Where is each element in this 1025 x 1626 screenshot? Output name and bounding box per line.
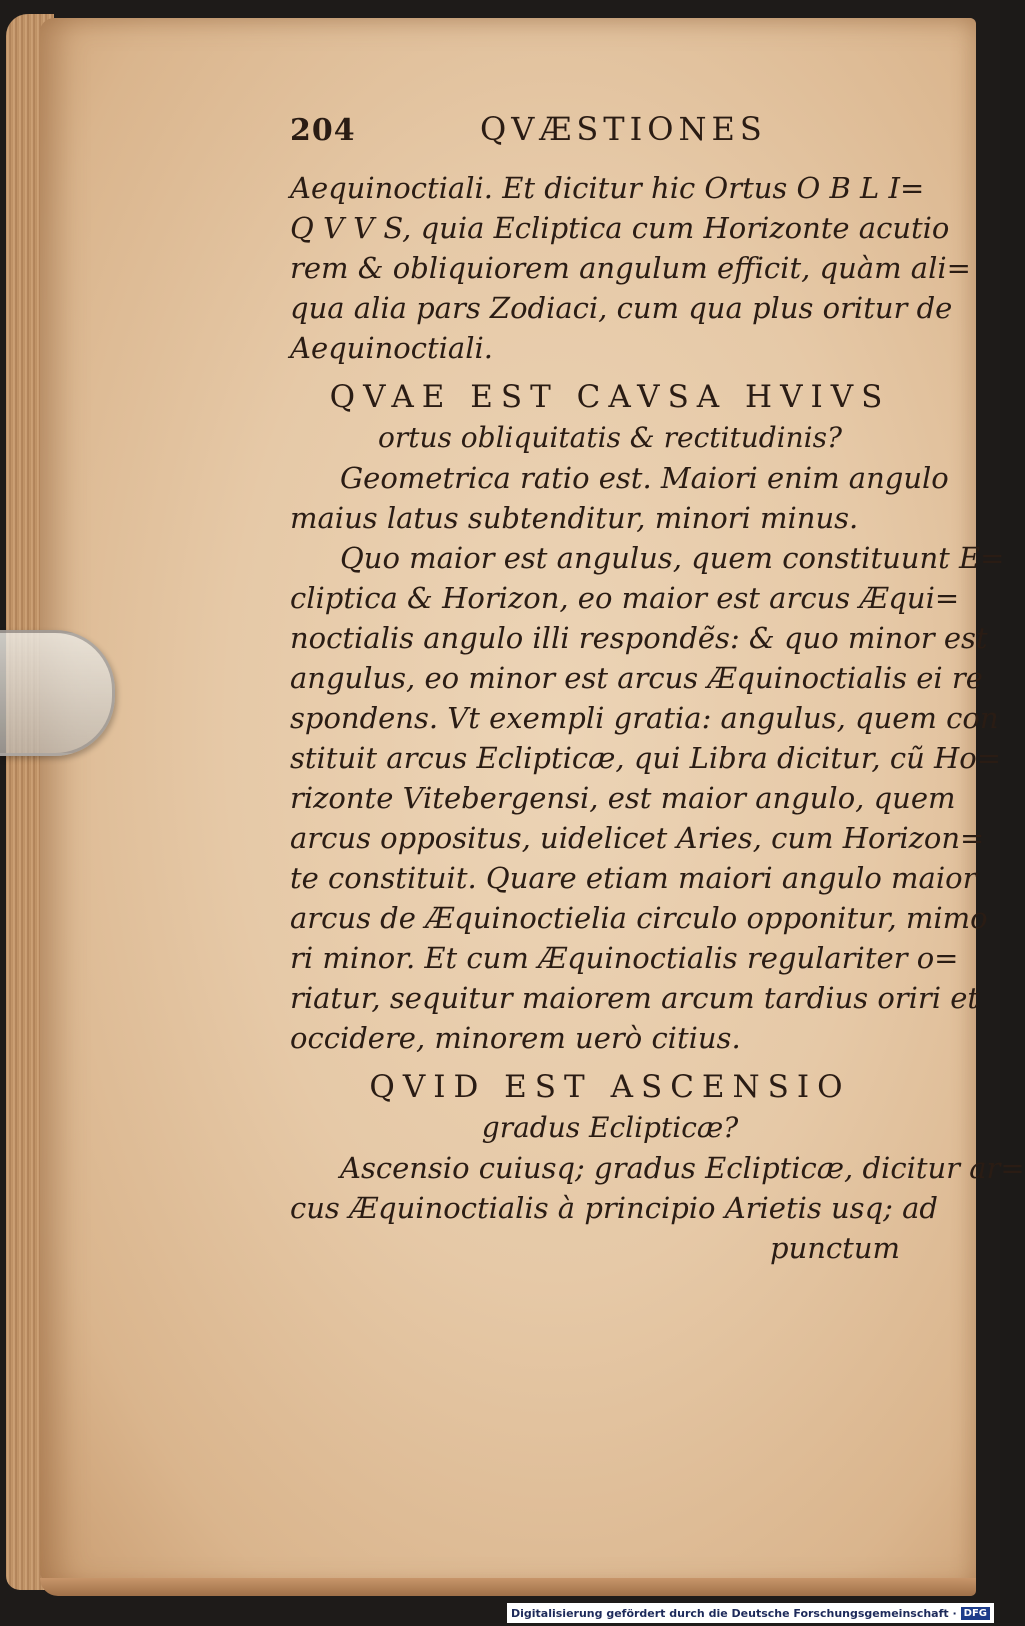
text-line: Quo maior est angulus, quem constituunt E= bbox=[340, 541, 1005, 575]
text-line: Geometrica ratio est. Maiori enim angulo bbox=[340, 461, 949, 495]
text-line: Aequinoctiali. Et dicitur hic Ortus O B L I= bbox=[290, 171, 925, 205]
text-line: rizonte Vitebergensi, est maior angulo, quem bbox=[290, 781, 956, 815]
paragraph-3 bbox=[290, 538, 1005, 1058]
text-line: arcus oppositus, uidelicet Aries, cum Horizon= bbox=[290, 821, 985, 855]
text-line: Ascensio cuiusq; gradus Eclipticæ, dicitur ar= bbox=[340, 1151, 1025, 1185]
page-number: 204 bbox=[290, 113, 356, 148]
text-line: cus Æquinoctialis à principio Arietis usq; ad bbox=[290, 1191, 938, 1225]
question-subheading-1: ortus obliquitatis & rectitudinis? bbox=[377, 421, 843, 454]
paragraph-2 bbox=[290, 458, 949, 538]
text-line: Q V V S, quia Ecliptica cum Horizonte acutio bbox=[290, 211, 950, 245]
text-line: qua alia pars Zodiaci, cum qua plus oritur de bbox=[290, 291, 953, 325]
text-line: maius latus subtenditur, minori minus. bbox=[290, 501, 859, 535]
page-bottom-edge bbox=[40, 1578, 976, 1596]
text-line: rem & obliquiorem angulum efficit, quàm ali= bbox=[290, 251, 971, 285]
running-title: QVÆSTIONES bbox=[480, 110, 767, 148]
text-line: stituit arcus Eclipticæ, qui Libra dicitur, cũ Ho= bbox=[290, 741, 1002, 775]
paragraph-4 bbox=[290, 1148, 1025, 1228]
dfg-footer bbox=[507, 1603, 994, 1623]
text-line: ri minor. Et cum Æquinoctialis regulariter o= bbox=[290, 941, 959, 975]
text-line: arcus de Æquinoctielia circulo opponitur, mimo bbox=[290, 901, 988, 935]
page-clip bbox=[0, 630, 115, 756]
question-heading-1: QVAE EST CAVSA HVIVS bbox=[329, 379, 891, 415]
page-text bbox=[290, 110, 1025, 1268]
text-line: spondens. Vt exempli gratia: angulus, quem con bbox=[290, 701, 999, 735]
footer-credit: Digitalisierung gefördert durch die Deutsche Forschungsgemeinschaft · bbox=[510, 1606, 957, 1620]
catchword: punctum bbox=[770, 1231, 900, 1265]
text-line: angulus, eo minor est arcus Æquinoctialis ei re bbox=[290, 661, 983, 695]
page-header bbox=[290, 110, 930, 168]
text-line: te constituit. Quare etiam maiori angulo maior bbox=[290, 861, 977, 895]
question-subheading-2: gradus Eclipticæ? bbox=[481, 1111, 739, 1144]
question-heading-2: QVID EST ASCENSIO bbox=[369, 1069, 851, 1105]
text-line: noctialis angulo illi respondẽs: & quo minor est bbox=[290, 621, 988, 655]
text-line: riatur, sequitur maiorem arcum tardius oriri et bbox=[290, 981, 980, 1015]
text-line: cliptica & Horizon, eo maior est arcus Æqui= bbox=[290, 581, 960, 615]
text-line: Aequinoctiali. bbox=[290, 331, 493, 365]
paragraph-1 bbox=[290, 168, 971, 368]
dfg-logo-icon: DFG bbox=[961, 1607, 990, 1620]
text-line: occidere, minorem uerò citius. bbox=[290, 1021, 741, 1055]
